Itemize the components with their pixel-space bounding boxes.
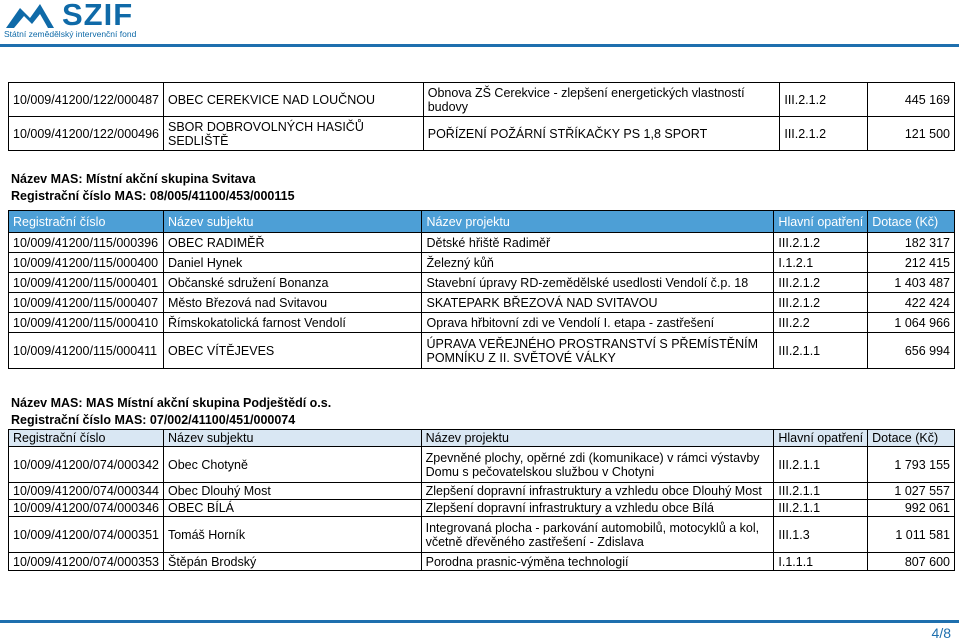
project-cell: Stavební úpravy RD-zemědělské usedlosti Vendolí č.p. 18 [422, 273, 774, 293]
project-cell: ÚPRAVA VEŘEJNÉHO PROSTRANSTVÍ S PŘEMÍSTĚNÍM POMNÍKU Z II. SVĚTOVÉ VÁLKY [422, 333, 774, 369]
mas-podjestedi-table [8, 429, 955, 571]
project-cell: Oprava hřbitovní zdi ve Vendolí I. etapa - zastřešení [422, 313, 774, 333]
col-measure-header: Hlavní opatření [774, 211, 868, 233]
table-row [9, 273, 955, 293]
amount-cell: 1 064 966 [868, 313, 955, 333]
project-cell: Zlepšení dopravní infrastruktury a vzhledu obce Bílá [421, 500, 774, 517]
table-row [9, 483, 955, 500]
subject-cell: Římskokatolická farnost Vendolí [163, 313, 422, 333]
table-row [9, 313, 955, 333]
table-row [9, 83, 955, 117]
mas-svitava-table [8, 210, 955, 369]
reg-cell: 10/009/41200/074/000353 [9, 553, 164, 571]
page-header [0, 0, 959, 40]
amount-cell: 1 793 155 [868, 447, 955, 483]
measure-cell: III.2.1.2 [774, 293, 868, 313]
table-row [9, 500, 955, 517]
table-header-row [9, 211, 955, 233]
amount-cell: 1 027 557 [868, 483, 955, 500]
col-amount-header: Dotace (Kč) [868, 430, 955, 447]
col-subject-header: Název subjektu [163, 430, 421, 447]
amount-cell: 212 415 [868, 253, 955, 273]
mas-svitava-rows [9, 233, 955, 369]
reg-cell: 10/009/41200/115/000400 [9, 253, 164, 273]
top-projects-table [8, 82, 955, 151]
mas-podjestedi-rows [9, 447, 955, 571]
subject-cell: SBOR DOBROVOLNÝCH HASIČŮ SEDLIŠTĚ [163, 117, 423, 151]
header-rule [0, 44, 959, 47]
reg-cell: 10/009/41200/115/000407 [9, 293, 164, 313]
logo-subtitle: Státní zemědělský intervenční fond [4, 29, 137, 39]
project-cell: Dětské hřiště Radiměř [422, 233, 774, 253]
measure-cell: III.2.1.1 [774, 500, 868, 517]
amount-cell: 445 169 [868, 83, 955, 117]
page-number: 4/8 [931, 625, 951, 641]
amount-cell: 422 424 [868, 293, 955, 313]
amount-cell: 121 500 [868, 117, 955, 151]
mas-name: Název MAS: Místní akční skupina Svitava [11, 172, 256, 186]
col-reg-header: Registrační číslo [9, 211, 164, 233]
amount-cell: 656 994 [868, 333, 955, 369]
mas-registration: Registrační číslo MAS: 08/005/41100/453/000115 [11, 189, 295, 203]
szif-logo-icon [6, 4, 54, 28]
reg-cell: 10/009/41200/122/000487 [9, 83, 164, 117]
col-subject-header: Název subjektu [163, 211, 422, 233]
table-row [9, 553, 955, 571]
col-reg-header: Registrační číslo [9, 430, 164, 447]
subject-cell: OBEC BÍLÁ [163, 500, 421, 517]
measure-cell: I.1.2.1 [774, 253, 868, 273]
mas-name: Název MAS: MAS Místní akční skupina Podještědí o.s. [11, 396, 332, 410]
table-row [9, 233, 955, 253]
subject-cell: Tomáš Horník [163, 517, 421, 553]
subject-cell: Obec Chotyně [163, 447, 421, 483]
project-cell: Porodna prasnic-výměna technologií [421, 553, 774, 571]
table-row [9, 293, 955, 313]
table-row [9, 333, 955, 369]
project-cell: Integrovaná plocha - parkování automobilů, motocyklů a kol, včetně dřevěného zastřešení - Zdislava [421, 517, 774, 553]
table-row [9, 517, 955, 553]
col-project-header: Název projektu [421, 430, 774, 447]
measure-cell: III.2.1.2 [774, 273, 868, 293]
col-amount-header: Dotace (Kč) [868, 211, 955, 233]
col-project-header: Název projektu [422, 211, 774, 233]
mas-svitava-heading [11, 171, 295, 205]
measure-cell: III.2.1.1 [774, 447, 868, 483]
subject-cell: Město Březová nad Svitavou [163, 293, 422, 313]
table-row [9, 253, 955, 273]
reg-cell: 10/009/41200/074/000346 [9, 500, 164, 517]
amount-cell: 1 403 487 [868, 273, 955, 293]
table-row [9, 117, 955, 151]
project-cell: Železný kůň [422, 253, 774, 273]
reg-cell: 10/009/41200/115/000411 [9, 333, 164, 369]
reg-cell: 10/009/41200/074/000342 [9, 447, 164, 483]
amount-cell: 182 317 [868, 233, 955, 253]
project-cell: Obnova ZŠ Cerekvice - zlepšení energetických vlastností budovy [423, 83, 780, 117]
reg-cell: 10/009/41200/074/000344 [9, 483, 164, 500]
subject-cell: Občanské sdružení Bonanza [163, 273, 422, 293]
amount-cell: 807 600 [868, 553, 955, 571]
table-row [9, 447, 955, 483]
measure-cell: III.2.1.2 [780, 83, 868, 117]
measure-cell: III.2.1.1 [774, 483, 868, 500]
mas-podjestedi-heading [11, 395, 331, 429]
subject-cell: OBEC RADIMĚŘ [163, 233, 422, 253]
measure-cell: I.1.1.1 [774, 553, 868, 571]
subject-cell: Obec Dlouhý Most [163, 483, 421, 500]
subject-cell: OBEC VÍTĚJEVES [163, 333, 422, 369]
project-cell: SKATEPARK BŘEZOVÁ NAD SVITAVOU [422, 293, 774, 313]
measure-cell: III.2.1.2 [774, 233, 868, 253]
reg-cell: 10/009/41200/074/000351 [9, 517, 164, 553]
reg-cell: 10/009/41200/115/000396 [9, 233, 164, 253]
footer-rule [0, 620, 959, 623]
subject-cell: Štěpán Brodský [163, 553, 421, 571]
measure-cell: III.2.2 [774, 313, 868, 333]
mas-registration: Registrační číslo MAS: 07/002/41100/451/000074 [11, 413, 296, 427]
project-cell: Zlepšení dopravní infrastruktury a vzhledu obce Dlouhý Most [421, 483, 774, 500]
amount-cell: 1 011 581 [868, 517, 955, 553]
col-measure-header: Hlavní opatření [774, 430, 868, 447]
logo-text: SZIF [62, 0, 134, 32]
reg-cell: 10/009/41200/115/000401 [9, 273, 164, 293]
table-header-row [9, 430, 955, 447]
measure-cell: III.2.1.1 [774, 333, 868, 369]
reg-cell: 10/009/41200/122/000496 [9, 117, 164, 151]
subject-cell: Daniel Hynek [163, 253, 422, 273]
measure-cell: III.1.3 [774, 517, 868, 553]
reg-cell: 10/009/41200/115/000410 [9, 313, 164, 333]
amount-cell: 992 061 [868, 500, 955, 517]
subject-cell: OBEC CEREKVICE NAD LOUČNOU [163, 83, 423, 117]
project-cell: POŘÍZENÍ POŽÁRNÍ STŘÍKAČKY PS 1,8 SPORT [423, 117, 780, 151]
measure-cell: III.2.1.2 [780, 117, 868, 151]
project-cell: Zpevněné plochy, opěrné zdi (komunikace) v rámci výstavby Domu s pečovatelskou službou v Chotyni [421, 447, 774, 483]
